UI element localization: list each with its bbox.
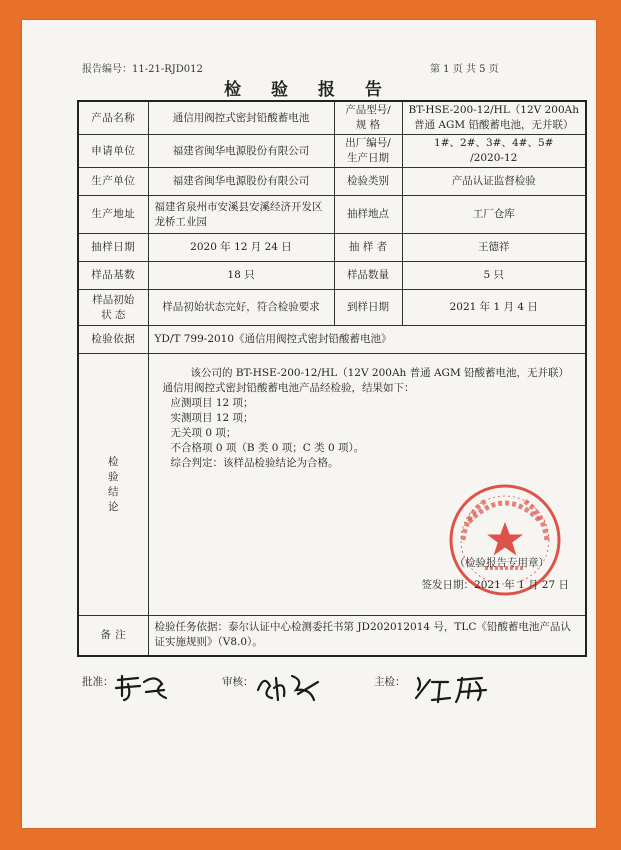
applicant-label: 申请单位 <box>78 135 148 168</box>
signature-row <box>82 674 582 714</box>
conclusion-intro: 该公司的 BT-HSE-200-12/HL（12V 200Ah 普通 AGM 铅酸蓄电池，无并联）通信用阀控式密封铅酸蓄电池产品经检验，结果如下： <box>162 367 570 394</box>
initial-state-value: 样品初始状态完好，符合检验要求 <box>148 290 334 326</box>
conclusion-label: 检 验 结 论 <box>78 354 148 616</box>
sample-qty-value: 5 只 <box>402 262 586 290</box>
manufacturer-value: 福建省闽华电源股份有限公司 <box>148 168 334 196</box>
approve-label: 批准： <box>82 676 114 688</box>
conclusion-body <box>148 354 586 616</box>
sampler-value: 王德祥 <box>402 234 586 262</box>
product-name-label: 产品名称 <box>78 101 148 135</box>
base-qty-label: 样品基数 <box>78 262 148 290</box>
sample-qty-label: 样品数量 <box>334 262 402 290</box>
inspector-signature-icon <box>412 670 492 704</box>
remark-label: 备 注 <box>78 616 148 656</box>
arrival-date-label: 到样日期 <box>334 290 402 326</box>
sampling-place-value: 工厂仓库 <box>402 196 586 234</box>
issue-date: 签发日期：2021 年 1 月 27 日 <box>421 579 569 591</box>
sampling-date-value: 2020 年 12 月 24 日 <box>148 234 334 262</box>
sampler-label: 抽 样 者 <box>334 234 402 262</box>
review-label: 审核： <box>222 676 254 688</box>
serial-label: 出厂编号/ 生产日期 <box>334 135 402 168</box>
remark-value: 检验任务依据：泰尔认证中心检测委托书第 JD202012014 号，TLC《铅酸蓄电池产品认证实施规则》（V8.0）。 <box>148 616 586 656</box>
address-label: 生产地址 <box>78 196 148 234</box>
report-table <box>77 100 587 657</box>
model-label: 产品型号/ 规 格 <box>334 101 402 135</box>
report-number: 报告编号：11-21-RJD012 <box>82 64 203 75</box>
initial-state-label: 样品初始 状 态 <box>78 290 148 326</box>
page-title: 检 验 报 告 <box>224 80 394 100</box>
approver-signature-icon <box>112 670 172 704</box>
inspection-type-value: 产品认证监督检验 <box>402 168 586 196</box>
conclusion-item: 应测项目 12 项； <box>170 397 254 409</box>
reviewer-signature-icon <box>254 670 324 704</box>
applicant-value: 福建省闽华电源股份有限公司 <box>148 135 334 168</box>
page-indicator: 第 1 页 共 5 页 <box>430 64 499 75</box>
conclusion-item: 无关项 0 项； <box>170 427 237 439</box>
report-sheet <box>22 20 596 828</box>
model-value: BT-HSE-200-12/HL（12V 200Ah 普通 AGM 铅酸蓄电池，无并联） <box>402 101 586 135</box>
conclusion-item: 不合格项 0 项（B 类 0 项；C 类 0 项）。 <box>170 442 365 454</box>
address-value: 福建省泉州市安溪县安溪经济开发区 龙桥工业园 <box>148 196 334 234</box>
basis-value: YD/T 799-2010《通信用阀控式密封铅酸蓄电池》 <box>148 326 586 354</box>
sampling-place-label: 抽样地点 <box>334 196 402 234</box>
manufacturer-label: 生产单位 <box>78 168 148 196</box>
conclusion-item: 综合判定：该样品检验结论为合格。 <box>170 457 339 469</box>
base-qty-value: 18 只 <box>148 262 334 290</box>
conclusion-item: 实测项目 12 项； <box>170 412 254 424</box>
sampling-date-label: 抽样日期 <box>78 234 148 262</box>
serial-value: 1#、2#、3#、4#、5# /2020-12 <box>402 135 586 168</box>
arrival-date-value: 2021 年 1 月 4 日 <box>402 290 586 326</box>
product-name-value: 通信用阀控式密封铅酸蓄电池 <box>148 101 334 135</box>
seal-note: （检验报告专用章） <box>454 557 549 569</box>
inspection-type-label: 检验类别 <box>334 168 402 196</box>
lead-inspector-label: 主检： <box>374 676 406 688</box>
basis-label: 检验依据 <box>78 326 148 354</box>
